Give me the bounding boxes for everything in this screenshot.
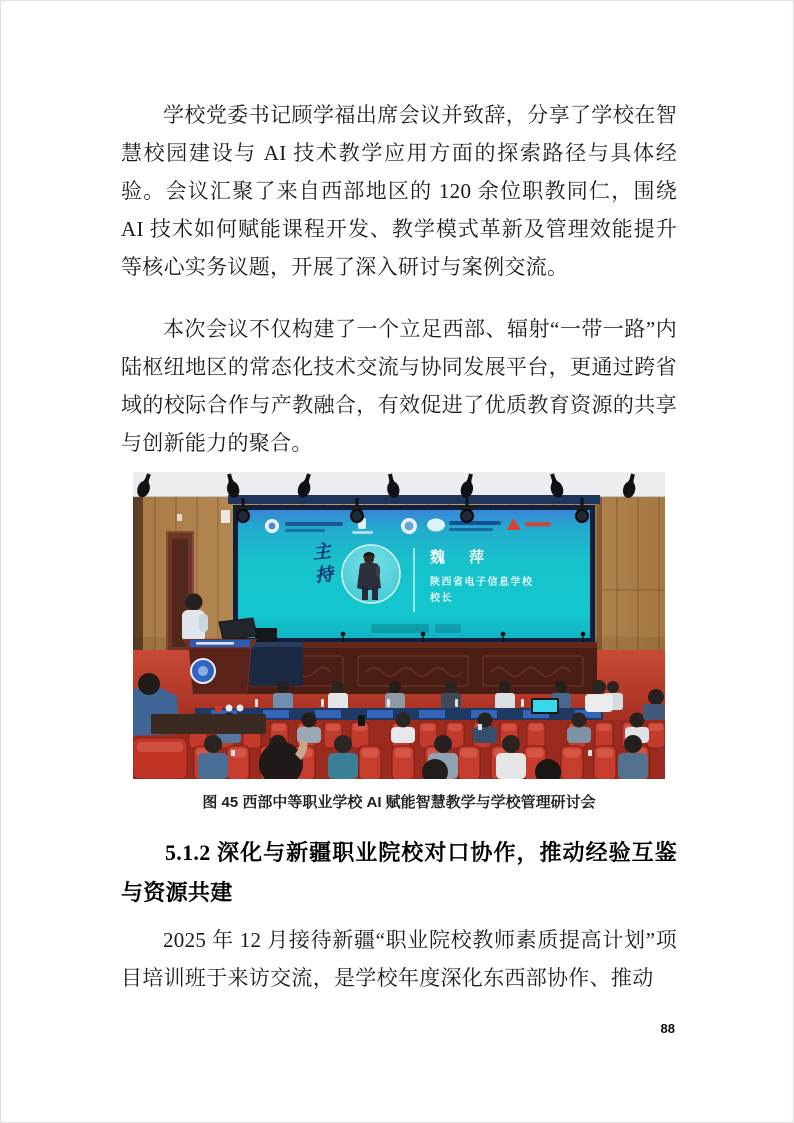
body-paragraph-2: 本次会议不仅构建了一个立足西部、辐射“一带一路”内陆枢纽地区的常态化技术交流与协同发展平台，更通过跨省域的校际合作与产教融合，有效促进了优质教育资源的共享与创新能力的聚合。 xyxy=(121,317,677,455)
screen-speaker-title: 校长 xyxy=(430,593,453,604)
light-truss xyxy=(228,495,600,504)
conference-photo xyxy=(133,472,665,779)
body-paragraph-3: 2025 年 12 月接待新疆“职业院校教师素质提高计划”项目培训班于来访交流，是学校年度深化东西部协作、推动 xyxy=(121,928,677,990)
figure-45 xyxy=(133,472,665,779)
speaker-at-podium xyxy=(186,594,203,611)
section-heading: 5.1.2 深化与新疆职业院校对口协作，推动经验互鉴与资源共建 xyxy=(121,840,677,905)
speaker-avatar xyxy=(342,545,400,603)
figure-caption: 图 45 西部中等职业学校 AI 赋能智慧教学与学校管理研讨会 xyxy=(202,794,596,811)
screen-speaker-school: 陕西省电子信息学校 xyxy=(430,577,534,588)
screen-speaker-name: 魏 萍 xyxy=(430,549,495,566)
page-number: 88 xyxy=(660,1021,675,1036)
podium-laptop xyxy=(219,618,257,640)
screen-host-label: 主持 xyxy=(309,541,335,589)
body-paragraph-1: 学校党委书记顾学福出席会议并致辞，分享了学校在智慧校园建设与 AI 技术教学应用方面的探索路径与具体经验。会议汇聚了来自西部地区的 120 余位职教同仁，围绕 AI 技术如何赋能课程开发、教学模式革新及管理效能提升等核心实务议题，开展了深入研讨与案例交流。 xyxy=(121,103,677,279)
led-screen xyxy=(233,505,595,644)
page-content xyxy=(121,1,677,997)
ceiling xyxy=(133,472,665,498)
screen-watermark xyxy=(371,624,429,633)
